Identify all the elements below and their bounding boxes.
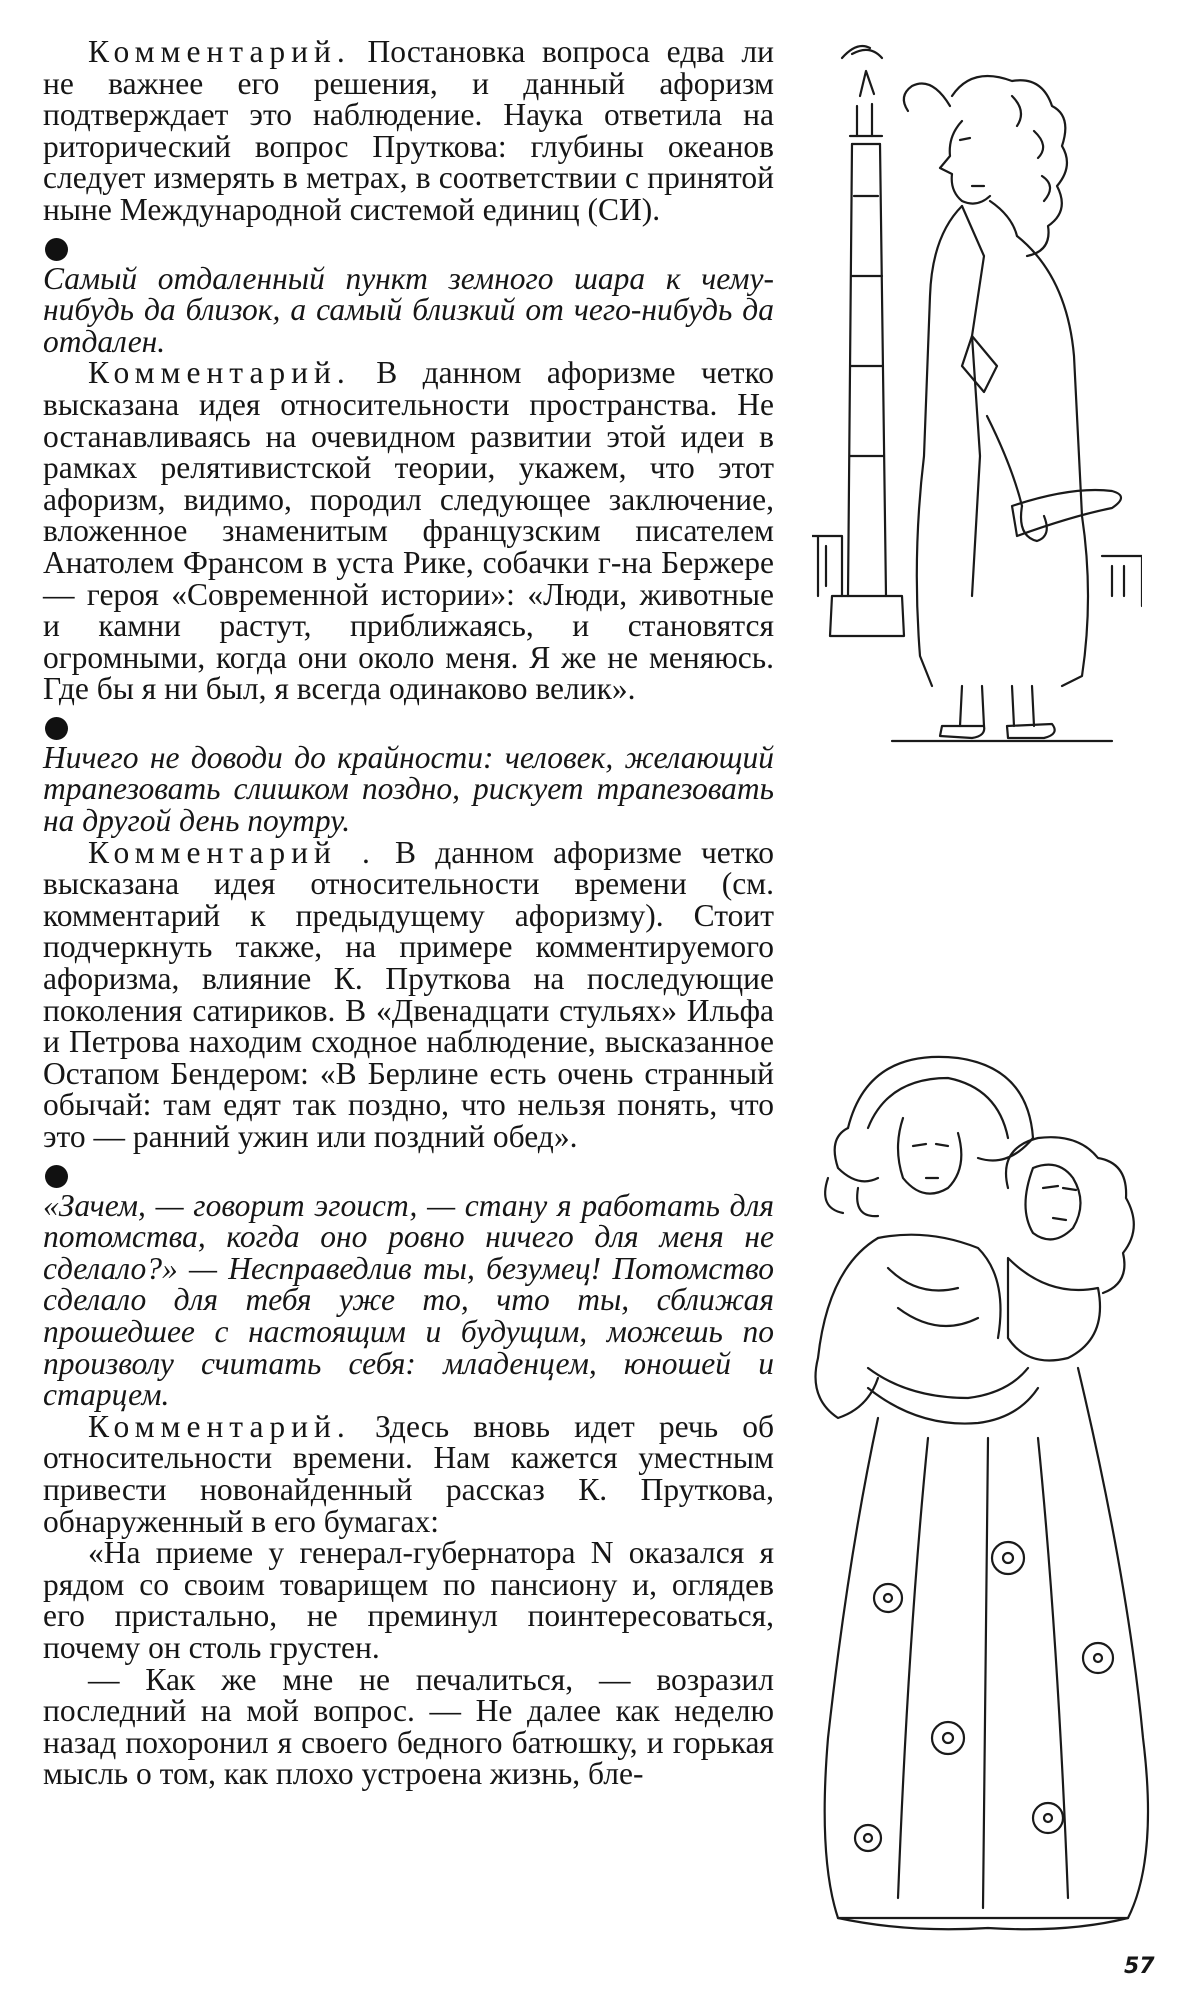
comment-paragraph-3 [43, 834, 774, 1154]
main-text-column [43, 36, 774, 1790]
story-paragraph-1: «На приеме у генерал-губернатора N оказался я рядом со своим товарищем по пансиону и, оглядев его пристально, не преминул поинтересоваться, почему он столь грустен. [43, 1535, 774, 1665]
comment-label: Комментарий . [88, 834, 376, 870]
comment-text: В данном афоризме четко высказана идея относительности пространства. Не останавливаясь на очевидном развитии этой идеи в рамках релятивистской теории, укажем, что этот афоризм, видимо, породил следующее заключение, вложенное знаменитым французским писателем Анатолем Франсом в уста Рике, собачки г-на Бержере — героя «Современной истории»: «Люди, животные и камни растут, приближаясь, и становятся огромными, когда они около меня. Я же не меняюсь. Где бы я ни был, я всегда одинаково велик». [43, 355, 774, 707]
comment-paragraph-4 [43, 1408, 774, 1539]
comment-paragraph-2 [43, 357, 774, 705]
page-number: 57 [1124, 1954, 1155, 1979]
aphorism-3: «Зачем, — говорит эгоист, — стану я работать для потомства, когда оно ровно ничего для меня не сделало?» — Несправедлив ты, безумец! Потомство сделало для тебя уже то, что ты, сближая прошедшее с настоящим и будущим, можешь по произволу считать себя: младенцем, юношей и старцем. [43, 1187, 774, 1413]
comment-label: Комментарий. [88, 1408, 351, 1444]
comment-text: Постановка вопроса едва ли не важнее его решения, и данный афоризм подтверждает это наблюдение. Наука ответила на риторический вопрос Пруткова: глубины океанов следует измерять в метрах, в соответствии с принятой ныне Международной системой единиц (СИ). [43, 34, 774, 227]
comment-text: Здесь вновь идет речь об относительности времени. Нам кажется уместным привести новонайденный рассказ К. Пруткова, обнаруженный в его бумагах: [43, 1408, 774, 1539]
bullet-icon [45, 1165, 68, 1188]
comment-label: Комментарий. [88, 34, 351, 69]
bullet-icon [45, 717, 68, 740]
illustration-lady-in-dress [808, 1038, 1178, 1938]
aphorism-2: Ничего не доводи до крайности: человек, желающий трапезовать слишком поздно, рискует трапезовать на другой день поутру. [43, 739, 774, 839]
comment-label: Комментарий. [88, 355, 351, 391]
illustration-man-in-wig [812, 36, 1142, 756]
story-paragraph-2: — Как же мне не печалиться, — возразил последний на мой вопрос. — Не далее как неделю назад похоронил я своего бедного батюшку, и горькая мысль о том, как плохо устроена жизнь, бле- [43, 1661, 774, 1792]
aphorism-1: Самый отдаленный пункт земного шара к чему-нибудь да близок, а самый близкий от чего-нибудь да отдален. [43, 260, 774, 359]
comment-paragraph-1 [43, 36, 774, 226]
bullet-icon [45, 238, 68, 261]
comment-text: В данном афоризме четко высказана идея относительности времени (см. комментарий к предыдущему афоризму). Стоит подчеркнуть также, на примере комментируемого афоризма, влияние К. Пруткова на последующие поколения сатириков. В «Двенадцати стульях» Ильфа и Петрова находим сходное наблюдение, высказанное Остапом Бендером: «В Берлине есть очень странный обычай: там едят так поздно, что нельзя понять, что это — ранний ужин или поздний обед». [43, 834, 774, 1154]
